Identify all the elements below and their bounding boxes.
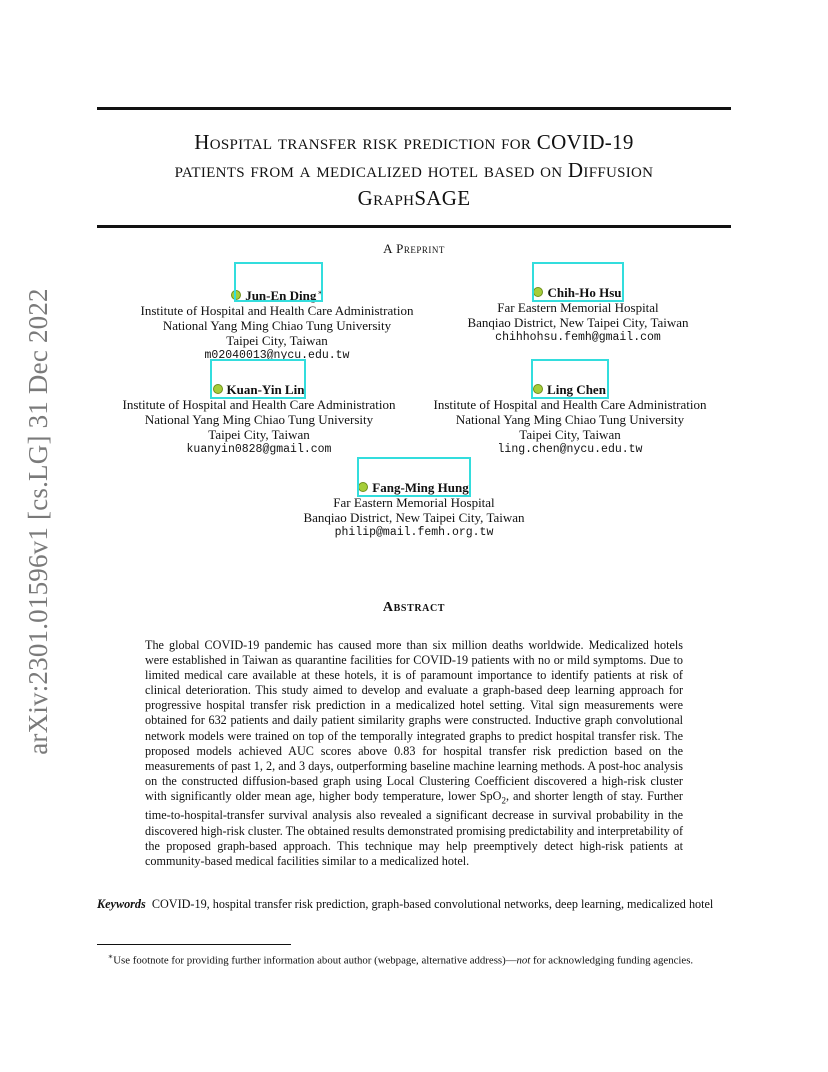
orcid-icon[interactable]: [533, 384, 543, 394]
author-university: National Yang Ming Chiao Tung University: [162, 318, 392, 334]
abstract-text-part-1: The global COVID-19 pandemic has caused more than six million deaths worldwide. Medicalized hotels were established in Taiwan as quarantine facilities for COVID-19 patients with no or mild symptoms. Due to limited medical care available at these hotels, it is of paramount importance to identify patients at risk of clinical deterioration. This study aimed to develop and evaluate a graph-based deep learning approach for progressive hospital transfer risk prediction in a medicalized hotel setting. Vital sign measurements were obtained for 632 patients and daily patient similarity graphs were constructed. Inductive graph convolutional network models were trained on top of the temporally integrated graphs to predict hospital transfer risk. The proposed models achieved AUC scores above 0.83 for hospital transfer risk prediction based on the measurements of past 1, 2, and 3 days, outperforming baseline machine learning methods. A post-hoc analysis on the constructed diffusion-based graph using Local Clustering Coefficient discovered a high-risk cluster with significantly older mean age, higher body temperature, lower SpO: [145, 638, 683, 803]
footnote-text-after: for acknowledging funding agencies.: [530, 954, 694, 967]
author-location: Banqiao District, New Taipei City, Taiwan: [303, 510, 525, 525]
title-line-1: Hospital transfer risk prediction for COVID-19: [194, 130, 634, 154]
author-affiliation: Far Eastern Memorial Hospital: [333, 495, 495, 510]
author-footnote-mark: ∗: [317, 288, 323, 297]
author-location: Banqiao District, New Taipei City, Taiwan: [467, 315, 689, 330]
author-block-fang-ming-hung: [264, 480, 564, 540]
author-affiliation: Institute of Hospital and Health Care Administration: [122, 397, 396, 412]
footnote-text-before: Use footnote for providing further information about author (webpage, alternative address)—: [113, 954, 517, 967]
author-name[interactable]: Ling Chen: [547, 382, 606, 397]
abstract-heading: Abstract: [382, 600, 446, 615]
orcid-icon[interactable]: [231, 290, 241, 300]
author-affiliation: Far Eastern Memorial Hospital: [497, 300, 659, 315]
author-location: Taipei City, Taiwan: [208, 427, 310, 442]
author-location: Taipei City, Taiwan: [226, 333, 328, 349]
footnote-rule: [97, 944, 291, 945]
title-line-2: patients from a medicalized hotel based on Diffusion: [174, 158, 654, 182]
orcid-icon[interactable]: [533, 287, 543, 297]
author-block-ling-chen: [419, 382, 721, 457]
keywords-section: [97, 897, 731, 912]
author-email[interactable]: kuanyin0828@gmail.com: [186, 443, 332, 456]
author-email[interactable]: chihhohsu.femh@gmail.com: [495, 331, 661, 344]
author-email[interactable]: m02040013@nycu.edu.tw: [204, 349, 350, 363]
author-block-chih-ho-hsu: [440, 285, 716, 345]
title-line-3: GraphSAGE: [357, 186, 471, 210]
title-bottom-rule: [97, 225, 731, 228]
author-university: National Yang Ming Chiao Tung University: [455, 412, 685, 427]
abstract-subscript: 2: [501, 795, 506, 806]
paper-title: [97, 128, 731, 212]
arxiv-identifier-text: arXiv:2301.01596v1 [cs.LG] 31 Dec 2022: [22, 287, 53, 755]
abstract-body: [145, 638, 683, 869]
author-name[interactable]: Jun-En Ding: [245, 288, 317, 304]
orcid-icon[interactable]: [358, 482, 368, 492]
arxiv-identifier-stamp: [18, 282, 58, 760]
author-name[interactable]: Chih-Ho Hsu: [547, 285, 622, 300]
keywords-label: Keywords: [97, 897, 146, 911]
author-block-jun-en-ding: [97, 285, 457, 363]
author-affiliation: Institute of Hospital and Health Care Administration: [433, 397, 707, 412]
author-email[interactable]: ling.chen@nycu.edu.tw: [497, 443, 643, 456]
author-block-kuan-yin-lin: [97, 382, 421, 457]
orcid-icon[interactable]: [213, 384, 223, 394]
preprint-label: A Preprint: [383, 241, 445, 256]
footnote-emphasis: not: [516, 954, 531, 967]
author-name[interactable]: Kuan-Yin Lin: [226, 382, 305, 397]
author-affiliation: Institute of Hospital and Health Care Administration: [140, 303, 414, 319]
title-top-rule: [97, 107, 731, 110]
keywords-text: COVID-19, hospital transfer risk prediction, graph-based convolutional networks, deep learning, medicalized hotel: [151, 897, 714, 911]
author-email[interactable]: philip@mail.femh.org.tw: [334, 526, 494, 539]
author-university: National Yang Ming Chiao Tung University: [144, 412, 374, 427]
abstract-text-part-2: , and shorter length of stay. Further time-to-hospital-transfer survival analysis also revealed a significant decrease in survival probability in the discovered high-risk cluster. The obtained results demonstrated promising predictability and interpretability of the proposed graph-based approach. This technique may help preemptively detect high-risk patients at community-based medical facilities similar to a medicalized hotel.: [145, 788, 683, 868]
author-location: Taipei City, Taiwan: [519, 427, 621, 442]
author-name[interactable]: Fang-Ming Hung: [372, 480, 469, 495]
footnote-mark: ∗: [107, 952, 114, 961]
footnote: [97, 950, 731, 968]
